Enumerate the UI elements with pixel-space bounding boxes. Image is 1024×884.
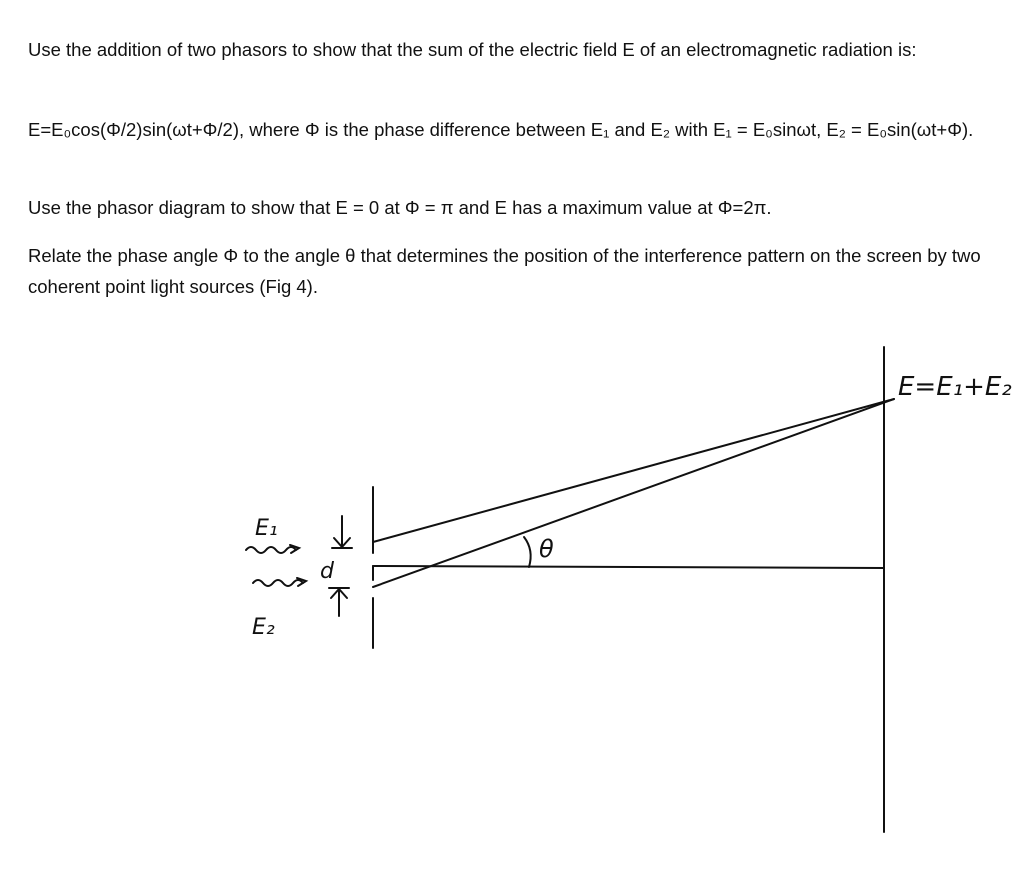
problem-paragraph-2: E=E₀cos(Φ/2)sin(ωt+Φ/2), where Φ is the phase difference between E₁ and E₂ with E₁ = E₀sinωt, E₂ = E₀sin(ωt+Φ). [28,119,974,140]
problem-paragraph-1: Use the addition of two phasors to show that the sum of the electric field E of an electromagnetic radiation is: [28,39,917,60]
problem-paragraph-3: Use the phasor diagram to show that E = 0 at Φ = π and E has a maximum value at Φ=2π. [28,197,772,218]
theta-label: θ [539,535,554,563]
ray-upper [373,399,894,542]
wave-e2 [253,580,303,586]
d-label: d [320,559,334,584]
ray-lower [373,399,894,587]
wave-e1 [246,547,296,553]
centre-line [373,566,884,568]
total-field-label: E=E₁+E₂ [898,372,1012,402]
e1-label: E₁ [255,516,278,541]
problem-paragraph-4: Relate the phase angle Φ to the angle θ that determines the position of the interference pattern on the screen by two coherent point light sources (Fig 4). [28,245,981,297]
e2-label: E₂ [252,615,275,640]
theta-arc [524,537,531,567]
